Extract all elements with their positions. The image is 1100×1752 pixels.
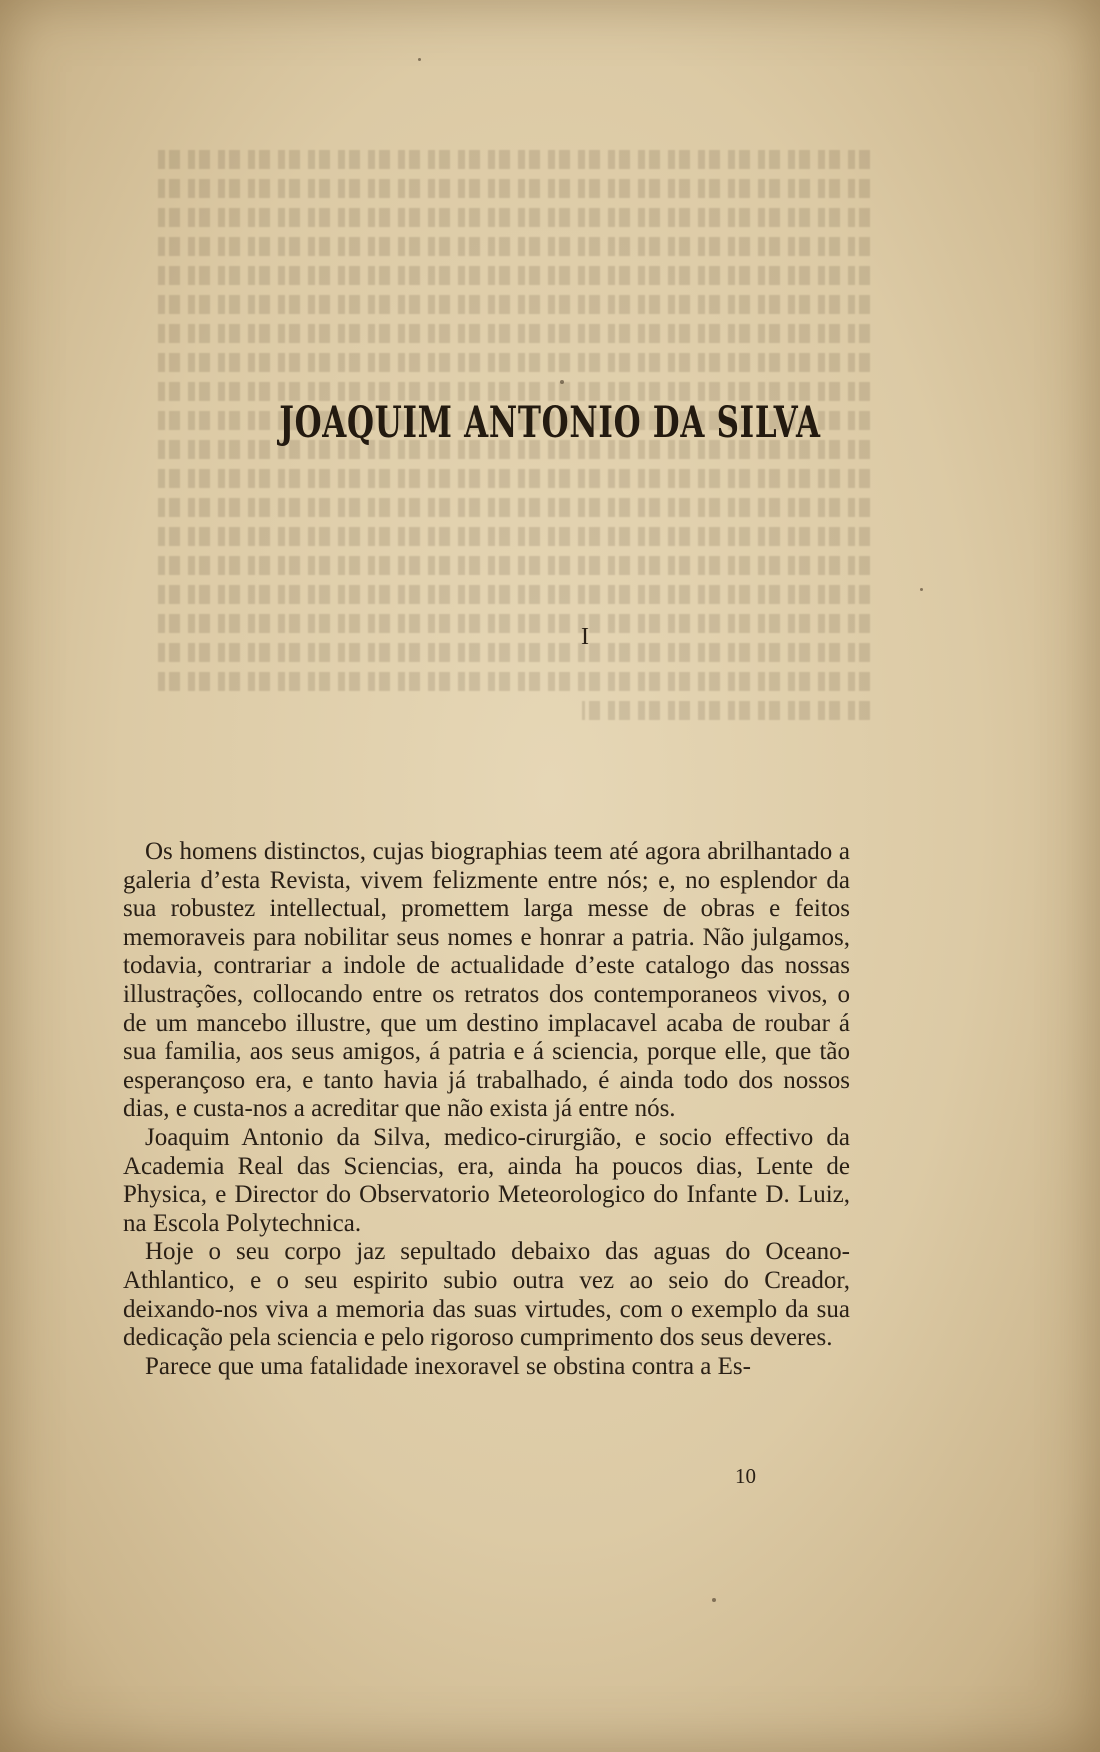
ink-speck (418, 58, 421, 61)
paragraph: Parece que uma fatalidade inexoravel se obstina contra a Es- (145, 1352, 751, 1380)
ink-speck (560, 380, 564, 384)
article-body (123, 838, 850, 1381)
ink-speck (712, 1598, 716, 1602)
section-numeral: I (581, 624, 589, 650)
article-title: JOAQUIM ANTONIO DA SILVA (279, 398, 821, 448)
paragraph: Os homens distinctos, cujas biographias teem até agora abrilhantado a galeria d’esta Revista, vivem felizmente entre nós; e, no esplendor da sua robustez intellectual, promettem larga messe de obras e feitos memoraveis para nobilitar seus nomes e honrar a patria. Não julgamos, todavia, contrariar a indole de actualidade d’este catalogo das nossas illustrações, collocando entre os retratos dos contemporaneos vivos, o de um mancebo illustre, que um destino implacavel acaba de roubar á sua familia, aos seus amigos, á patria e á sciencia, porque elle, que tão esperançoso era, e tanto havia já trabalhado, é ainda todo dos nossos dias, e custa-nos a acreditar que não exista já entre nós. (123, 838, 850, 1123)
paragraph: Joaquim Antonio da Silva, medico-cirurgião, e socio effectivo da Academia Real das Sciencias, era, ainda ha poucos dias, Lente de Physica, e Director do Observatorio Meteorologico do Infante D. Luiz, na Escola Polytechnica. (123, 1123, 850, 1237)
page-number: 10 (735, 1464, 756, 1488)
paragraph: Hoje o seu corpo jaz sepultado debaixo das aguas do Oceano-Athlantico, e o seu espirito subio outra vez ao seio do Creador, deixando-nos viva a memoria das suas virtudes, com o exemplo da sua dedicação pela sciencia e pelo rigoroso cumprimento dos seus deveres. (123, 1238, 850, 1352)
ink-speck (920, 588, 923, 591)
bleed-through-text (150, 150, 870, 800)
